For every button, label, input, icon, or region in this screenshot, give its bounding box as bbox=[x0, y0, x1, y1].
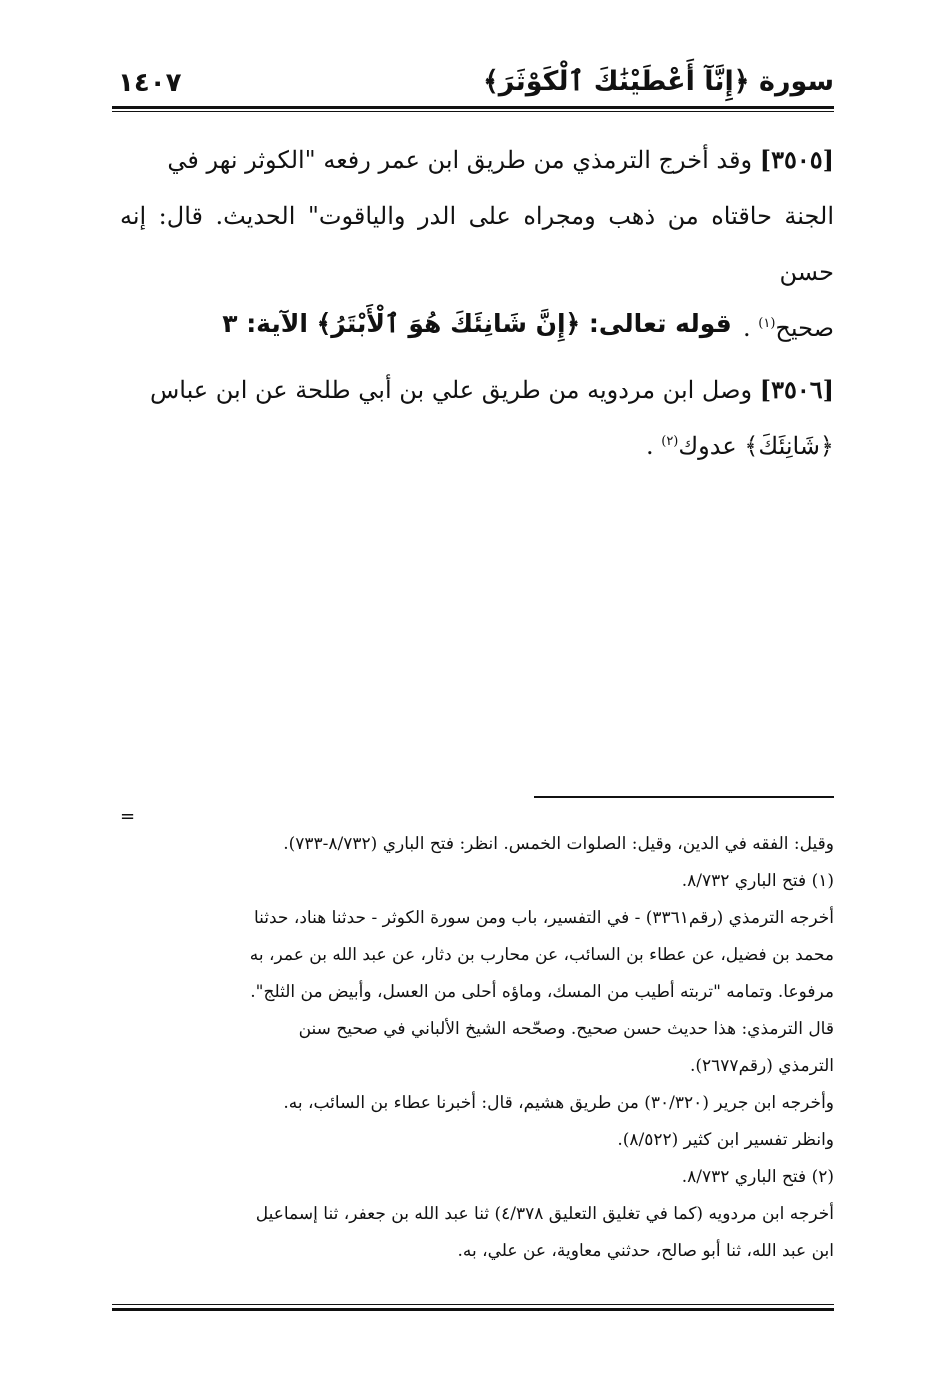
entry-line bbox=[120, 362, 834, 418]
entry-text: وقد أخرج الترمذي من طريق ابن عمر رفعه "الكوثر نهر في bbox=[167, 146, 753, 174]
footnote-line: (١) فتح الباري ٨/٧٣٢. bbox=[681, 871, 834, 891]
entry-text: وصل ابن مردويه من طريق علي بن أبي طلحة عن ابن عباس bbox=[149, 376, 753, 404]
footnote-line: وقيل: الفقه في الدين، وقيل: الصلوات الخمس. انظر: فتح الباري (٨/٧٣٢-٧٣٣). bbox=[283, 834, 834, 854]
header-rule bbox=[112, 106, 834, 109]
footnote-line: وأخرجه ابن جرير (٣٠/٣٢٠) من طريق هشيم، قال: أخبرنا عطاء بن السائب، به. bbox=[283, 1093, 834, 1113]
entry-line bbox=[120, 132, 834, 188]
entry-number: [٣٥٠٦] bbox=[759, 375, 834, 404]
footer-rule-thin bbox=[112, 1304, 834, 1305]
entry-end: . bbox=[742, 314, 751, 342]
footnote-line: قال الترمذي: هذا حديث حسن صحيح. وصحّحه الشيخ الألباني في صحيح سنن bbox=[298, 1019, 834, 1039]
entry-text: ﴿شَانِئَكَ﴾ عدوك bbox=[678, 432, 834, 460]
footnote-line: محمد بن فضيل، عن عطاء بن السائب، عن محارب بن دثار، عن عبد الله بن عمر، به bbox=[249, 945, 834, 965]
footnote-line: أخرجه الترمذي (رقم٣٣٦١) - في التفسير، باب ومن سورة الكوثر - حدثنا هناد، حدثنا bbox=[253, 908, 834, 928]
footnotes bbox=[120, 826, 834, 1270]
entry-3506 bbox=[120, 362, 834, 474]
entry-number: [٣٥٠٥] bbox=[759, 145, 834, 174]
footnote-line: أخرجه ابن مردويه (كما في تغليق التعليق ٤/٣٧٨) ثنا عبد الله بن جعفر، ثنا إسماعيل bbox=[255, 1204, 834, 1224]
footnote-line: وانظر تفسير ابن كثير (٨/٥٢٢). bbox=[617, 1130, 834, 1150]
page-number: ١٤٠٧ bbox=[118, 68, 182, 98]
footnote-line: ابن عبد الله، ثنا أبو صالح، حدثني معاوية، عن علي، به. bbox=[457, 1241, 834, 1261]
footnote-line: مرفوعا. وتمامه "تربته أطيب من المسك، وماؤه أحلى من العسل، وأبيض من الثلج". bbox=[250, 982, 834, 1002]
footnote-ref: (١) bbox=[758, 316, 776, 331]
footnote-separator bbox=[534, 796, 834, 798]
footer-rule bbox=[112, 1308, 834, 1311]
footnote-ref: (٢) bbox=[661, 434, 679, 449]
header-rule-thin bbox=[112, 111, 834, 112]
entry-line bbox=[120, 418, 834, 474]
entry-end: . bbox=[645, 432, 654, 460]
entry-text: صحيح bbox=[775, 314, 834, 342]
footnote-line: الترمذي (رقم٢٦٧٧). bbox=[689, 1056, 834, 1076]
continuation-mark: = bbox=[120, 806, 136, 827]
entry-line: الجنة حاقتاه من ذهب ومجراه على الدر والياقوت" الحديث. قال: إنه حسن bbox=[120, 202, 834, 286]
surah-title: سورة ﴿إِنَّآ أَعْطَيْنَٰكَ ٱلْكَوْثَرَ﴾ bbox=[482, 66, 834, 97]
running-header bbox=[112, 66, 834, 106]
section-heading: قوله تعالى: ﴿إِنَّ شَانِئَكَ هُوَ ٱلْأَبْتَرُ﴾ الآية: ٣ bbox=[222, 309, 732, 338]
footnote-line: (٢) فتح الباري ٨/٧٣٢. bbox=[681, 1167, 834, 1187]
